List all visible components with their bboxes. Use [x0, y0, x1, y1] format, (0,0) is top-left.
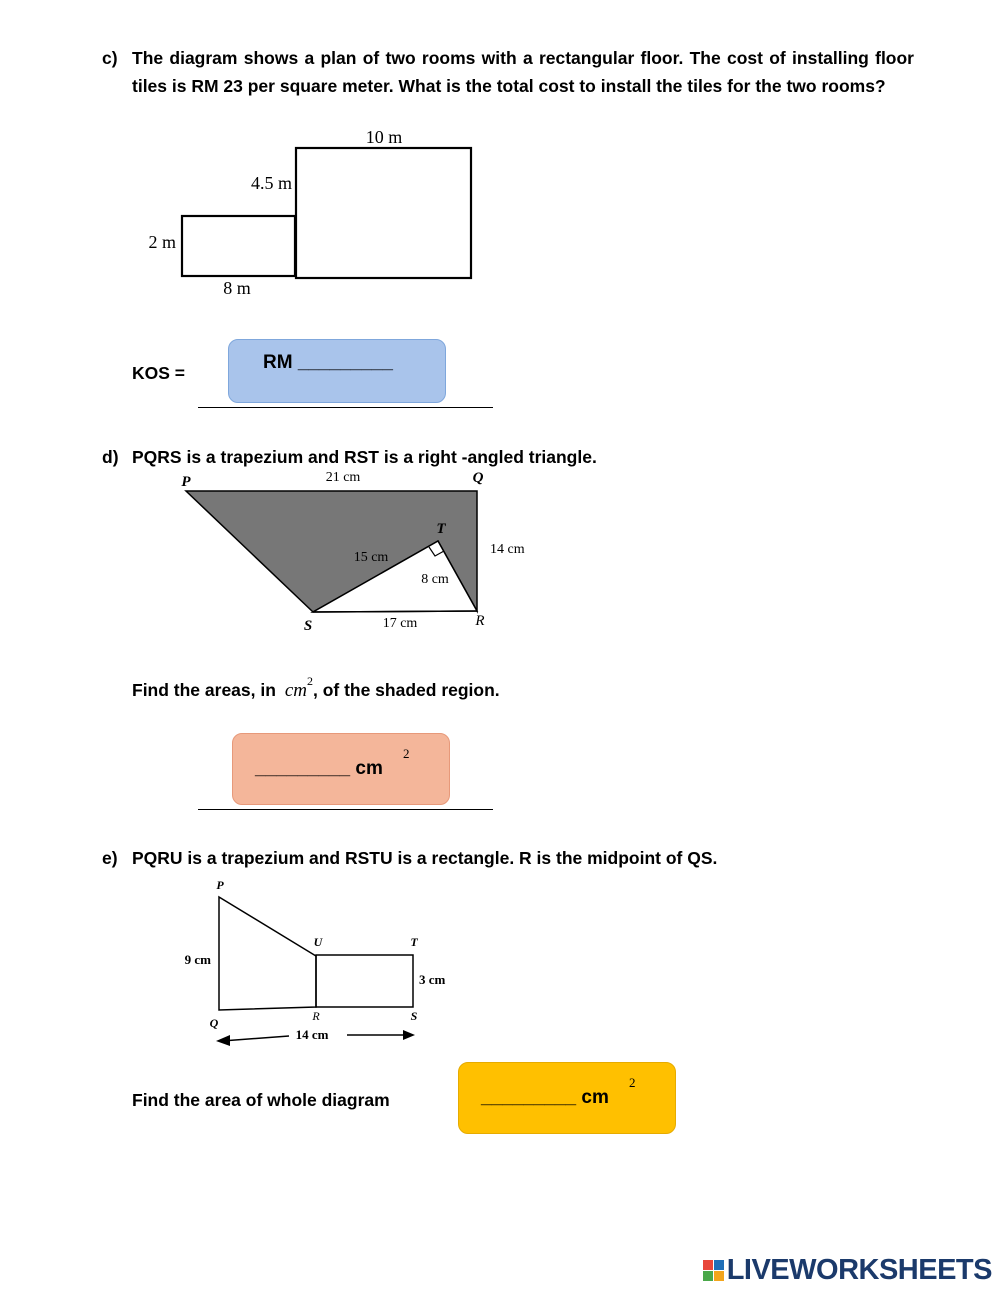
question-d-label: d) — [102, 447, 119, 467]
svg-text:S: S — [410, 1009, 418, 1023]
liveworksheets-logo — [703, 1254, 992, 1287]
svg-text:P: P — [216, 878, 224, 892]
answer-e-exponent: 2 — [629, 1075, 636, 1090]
answer-e-text: _________ cm — [481, 1087, 609, 1108]
label-8m: 8 m — [223, 278, 251, 298]
question-e-text: PQRU is a trapezium and RSTU is a rectangle. R is the midpoint of QS. — [132, 848, 718, 868]
svg-text:R: R — [475, 613, 485, 629]
label-4-5m: 4.5 m — [250, 173, 292, 193]
svg-text:14 cm: 14 cm — [295, 1027, 329, 1042]
trapezium-pqru — [219, 897, 316, 1010]
svg-text:Q: Q — [472, 470, 484, 486]
svg-text:S: S — [303, 618, 313, 634]
question-d-text: PQRS is a trapezium and RST is a right -angled triangle. — [132, 447, 597, 467]
svg-text:21 cm: 21 cm — [325, 470, 361, 485]
svg-text:9 cm: 9 cm — [184, 952, 211, 967]
svg-text:17 cm: 17 cm — [382, 616, 418, 631]
svg-text:8 cm: 8 cm — [421, 572, 449, 587]
svg-text:U: U — [313, 935, 323, 949]
rectangle-rstu — [316, 955, 413, 1007]
liveworksheets-logo-icon — [703, 1260, 724, 1281]
answer-d-text: _________ cm — [255, 758, 383, 779]
find-area-d: Find the areas, in $cm^2$, of the shaded region. — [132, 674, 500, 701]
answer-input-e[interactable] — [459, 1063, 675, 1133]
kos-label: KOS = — [132, 363, 186, 383]
svg-text:15 cm: 15 cm — [353, 550, 389, 565]
svg-text:Q: Q — [209, 1016, 219, 1030]
label-10m: 10 m — [365, 127, 403, 147]
find-area-e: Find the area of whole diagram — [132, 1090, 390, 1110]
arrow-left — [222, 1036, 289, 1041]
question-e-label: e) — [102, 848, 118, 868]
question-c-label: c) — [102, 48, 118, 68]
svg-text:3 cm: 3 cm — [419, 972, 446, 987]
svg-text:R: R — [312, 1009, 320, 1023]
answer-c-text: RM _________ — [263, 352, 393, 373]
question-c-text: The diagram shows a plan of two rooms with a rectangular floor. The cost of installing floor tiles is RM 23 per square meter. What is the total cost to install the tiles for the two rooms? — [132, 48, 914, 96]
svg-text:P: P — [181, 474, 191, 490]
answer-box-e[interactable] — [458, 1062, 676, 1134]
svg-text:T: T — [436, 521, 446, 537]
svg-text:T: T — [410, 935, 418, 949]
label-2m: 2 m — [148, 232, 176, 252]
answer-d-exponent: 2 — [403, 746, 410, 761]
brand-text: LIVEWORKSHEETS — [726, 1254, 992, 1286]
svg-text:14 cm: 14 cm — [490, 542, 525, 557]
